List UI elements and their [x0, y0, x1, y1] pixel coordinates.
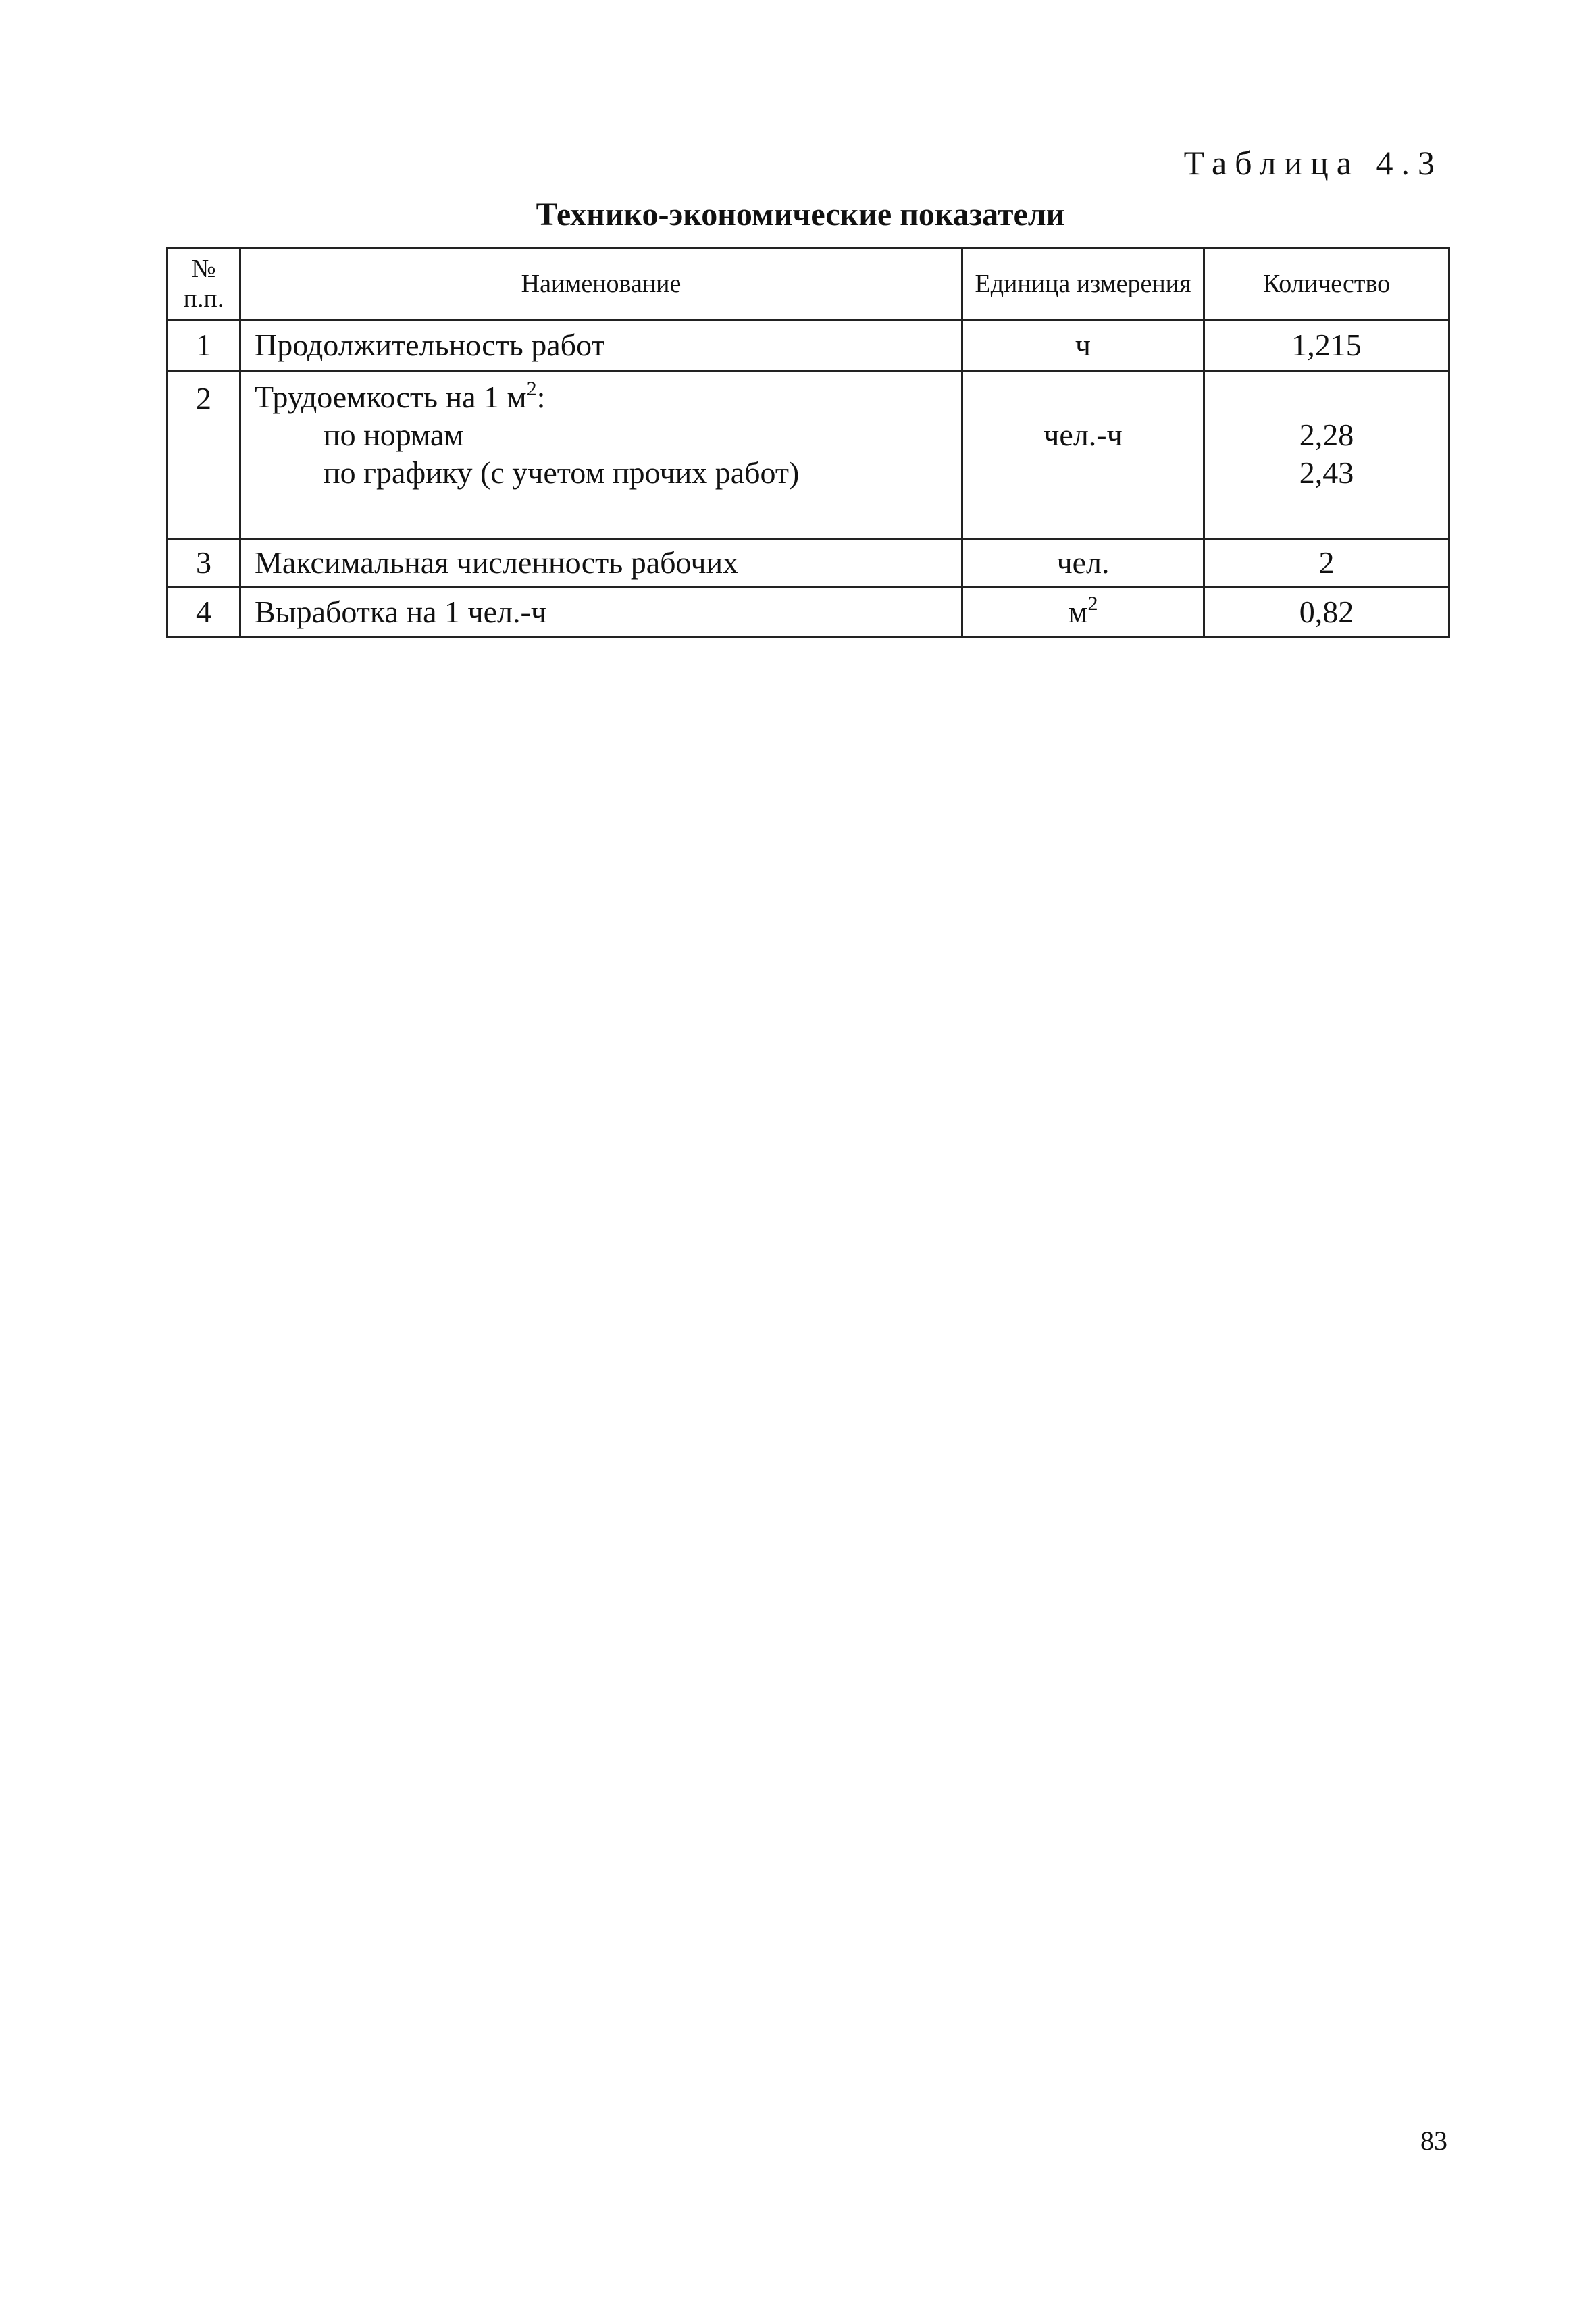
row-quantity: 0,82	[1204, 587, 1449, 638]
row-number: 4	[168, 587, 240, 638]
row-quantity: 2	[1204, 539, 1449, 587]
col-header-number: № п.п.	[168, 248, 240, 320]
row-quantity-schedule: 2,43	[1299, 455, 1354, 490]
row-unit: $м^2$	[962, 587, 1204, 638]
col-header-quantity: Количество	[1204, 248, 1449, 320]
superscript: 2	[526, 378, 537, 400]
indicators-table	[166, 247, 1450, 638]
row-number: 2	[168, 371, 240, 539]
col-header-name: Наименование	[240, 248, 962, 320]
row-name-group	[240, 371, 962, 539]
row-name: Выработка на 1 чел.-ч	[240, 587, 962, 638]
row-number: 3	[168, 539, 240, 587]
table-row	[168, 587, 1449, 638]
table-row	[168, 371, 1449, 539]
table-header-row	[168, 248, 1449, 320]
row-subitem-norms: по нормам	[324, 418, 464, 452]
row-number: 1	[168, 320, 240, 371]
row-name: Продолжительность работ	[240, 320, 962, 371]
superscript: 2	[1087, 593, 1098, 615]
row-name: Максимальная численность рабочих	[240, 539, 962, 587]
page-number: 83	[1420, 2126, 1447, 2156]
table-row	[168, 320, 1449, 371]
row-quantity-norms: 2,28	[1299, 418, 1354, 452]
table-number-label: Таблица 4.3	[1183, 144, 1443, 182]
row-unit: чел.-ч	[962, 371, 1204, 539]
row-quantity: 1,215	[1204, 320, 1449, 371]
table-title: Технико-экономические показатели	[536, 197, 1065, 232]
table-row	[168, 539, 1449, 587]
row-quantity-group	[1204, 371, 1449, 539]
col-header-unit: Единица измерения	[962, 248, 1204, 320]
row-unit: ч	[962, 320, 1204, 371]
row-subitem-schedule: по графику (с учетом прочих работ)	[324, 455, 800, 490]
row-name: Трудоемкость на 1 $м^2$:	[255, 378, 546, 414]
row-unit: чел.	[962, 539, 1204, 587]
